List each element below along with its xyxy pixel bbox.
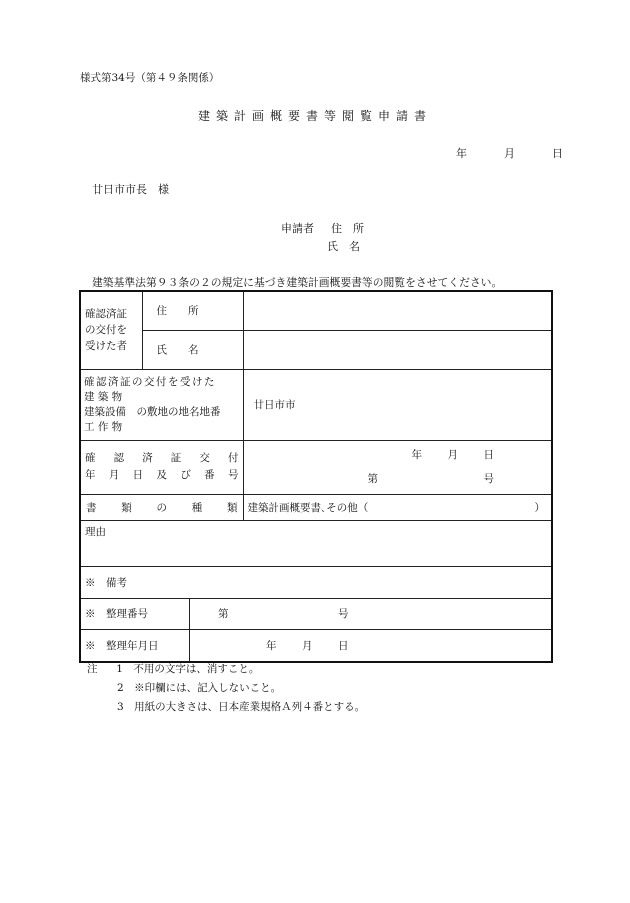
recipient-label-line: の交付を <box>85 324 127 337</box>
reason-field[interactable] <box>80 520 552 566</box>
ref-number-suffix: 号 <box>338 607 349 620</box>
recipient-name-field[interactable] <box>243 330 552 369</box>
applicant-name-label: 氏 名 <box>327 240 360 253</box>
site-field[interactable] <box>243 369 552 440</box>
application-date <box>456 145 563 161</box>
ref-number-row <box>80 598 552 629</box>
reason-label: 理由 <box>85 525 106 538</box>
date-year: 年 <box>456 147 467 160</box>
ref-date-label: ※ 整理年月日 <box>85 639 159 652</box>
note-item: 2 ※印欄には、記入しないこと。 <box>117 682 282 694</box>
note-item: 3 用紙の大きさは、日本産業規格Ａ列４番とする。 <box>117 701 366 713</box>
site-label-line: 確認済証の交付を受けた <box>84 375 216 388</box>
ref-date-row <box>80 629 552 662</box>
applicant-address-row <box>281 220 364 236</box>
date-day: 日 <box>552 147 563 160</box>
cert-number: 第 号 <box>367 473 494 485</box>
site-label <box>80 369 243 440</box>
notes <box>87 660 365 717</box>
ref-number-divider <box>189 599 190 629</box>
address-label: 住 所 <box>331 222 364 235</box>
ref-date-month: 月 <box>302 639 313 652</box>
doc-type-field[interactable] <box>243 494 552 520</box>
form-id: 様式第34号（第４９条関係） <box>80 72 220 84</box>
doc-type-label: 書 類 の 種 類 <box>80 494 243 520</box>
cert-date-label-line1: 確 認 済 証 交 付 <box>85 452 239 464</box>
recipient-address-field[interactable] <box>243 291 552 330</box>
recipient-name-label: 氏 名 <box>142 330 243 369</box>
doc-type-close: ） <box>534 501 545 514</box>
ref-date-day: 日 <box>338 639 349 652</box>
applicant-label: 申請者 <box>281 222 314 235</box>
form-title: 建築計画概要書等閲覧申請書 <box>197 109 432 123</box>
request-statement: 建築基準法第９３条の２の規定に基づき建築計画概要書等の閲覧をさせてください。 <box>92 276 503 289</box>
ref-date-divider <box>189 630 190 661</box>
site-value: 廿日市市 <box>253 399 296 411</box>
cert-date-field[interactable] <box>243 440 552 494</box>
cert-date-ymd: 年 月 日 <box>411 449 494 461</box>
site-label-line: 建 築 物 <box>84 390 123 403</box>
addressee: 廿日市市長 様 <box>92 183 169 196</box>
remarks-field[interactable] <box>80 566 552 598</box>
cert-date-label-line2: 年 月 日 及 び 番 号 <box>85 469 239 481</box>
recipient-label-line: 受けた者 <box>85 340 127 353</box>
application-table <box>79 290 553 663</box>
recipient-address-label: 住 所 <box>142 291 243 330</box>
recipient-label <box>80 291 142 369</box>
remarks-label: ※ 備考 <box>85 576 127 589</box>
recipient-label-line: 確認済証 <box>85 308 127 321</box>
site-label-line: 工 作 物 <box>84 420 123 433</box>
cert-date-label <box>80 440 243 494</box>
site-label-line: 建築設備 の敷地の地名地番 <box>84 405 221 418</box>
ref-date-year: 年 <box>266 639 277 652</box>
date-month: 月 <box>504 147 515 160</box>
note-item: 注 1 不用の文字は、消すこと。 <box>87 663 260 675</box>
doc-type-value: 建築計画概要書､その他（ <box>247 501 369 514</box>
ref-number-label: ※ 整理番号 <box>85 607 148 620</box>
notes-prefix: 注 <box>87 663 98 675</box>
ref-number-prefix: 第 <box>218 607 229 620</box>
